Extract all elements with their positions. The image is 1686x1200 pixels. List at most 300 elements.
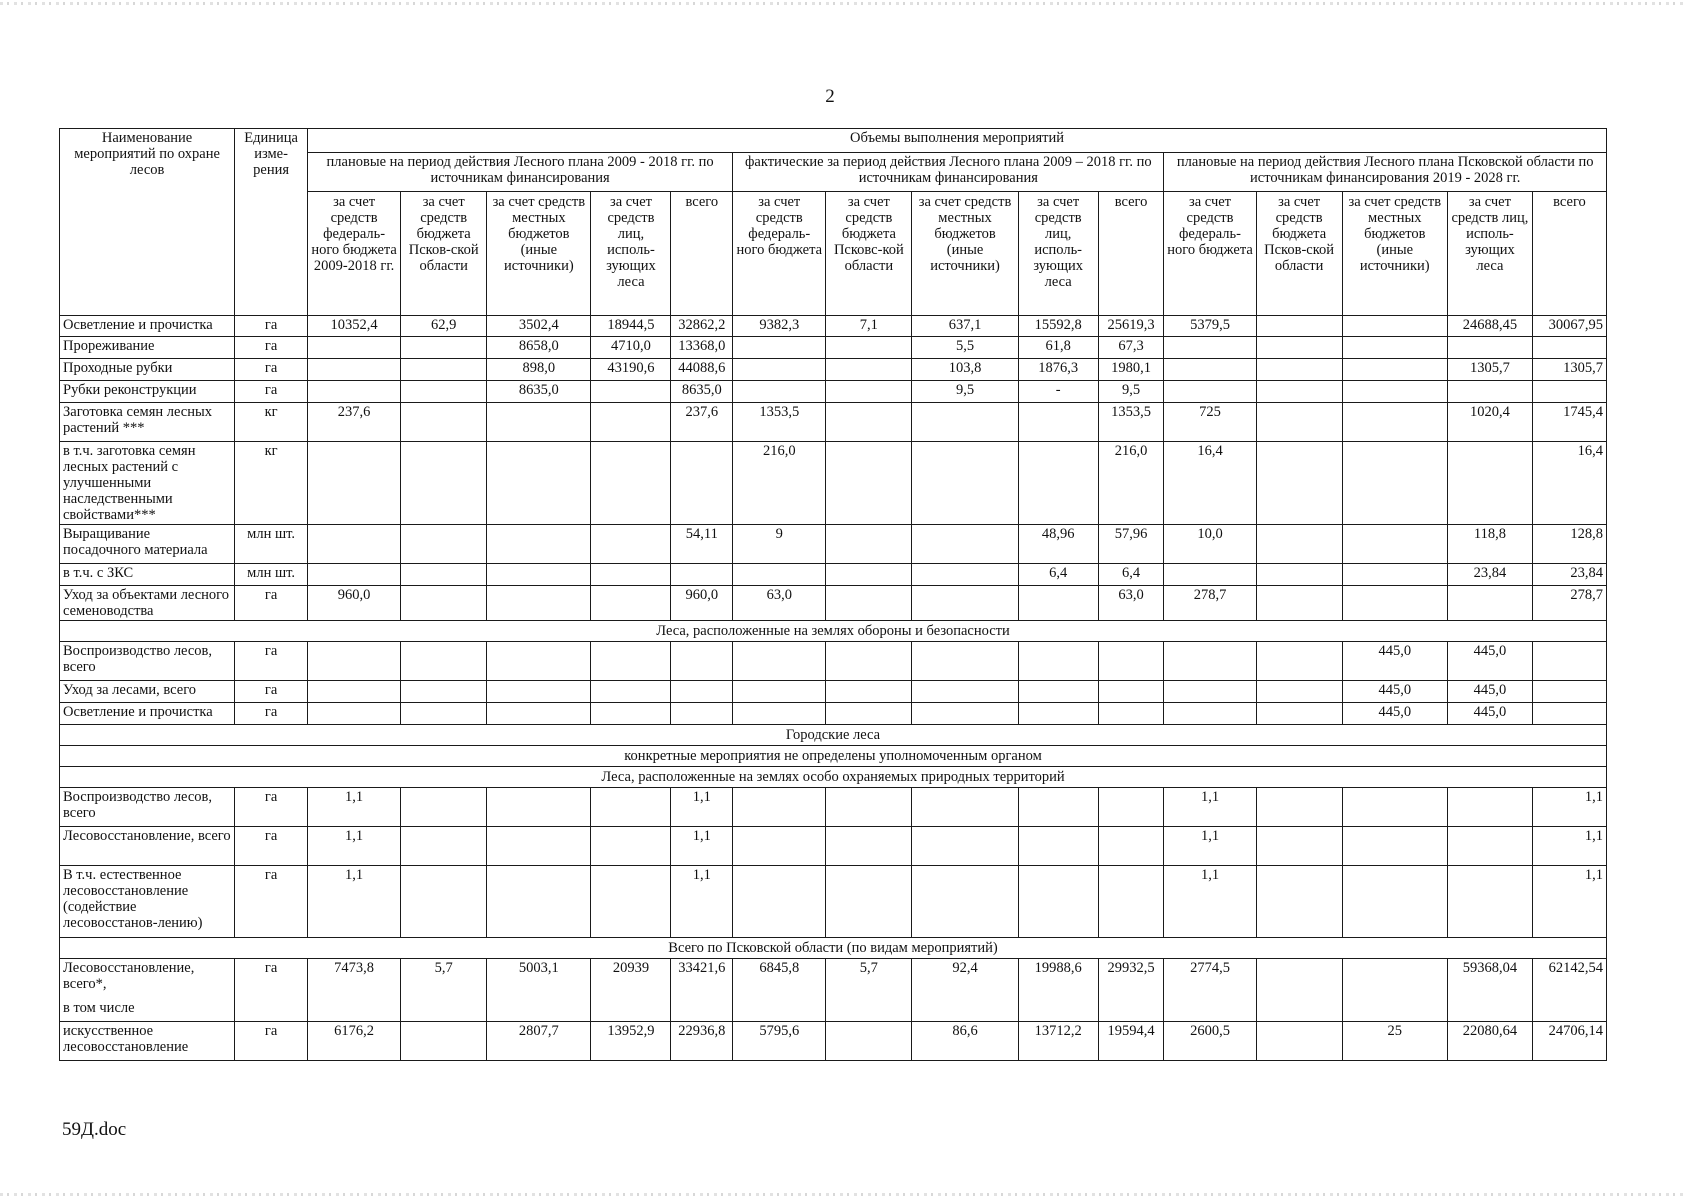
cell-value: 1,1 xyxy=(1164,866,1256,938)
cell-value xyxy=(591,703,671,725)
cell-value xyxy=(1164,337,1256,359)
cell-value: 9382,3 xyxy=(733,316,826,337)
cell-value: 6,4 xyxy=(1098,564,1164,586)
row-unit: га xyxy=(235,681,308,703)
cell-value: 48,96 xyxy=(1018,525,1098,564)
cell-value: 92,4 xyxy=(912,959,1018,1022)
header-subcol-1-5: всего xyxy=(671,192,733,316)
cell-value: 1353,5 xyxy=(733,403,826,442)
section-urban-forests: Городские леса xyxy=(60,725,1607,746)
cell-value xyxy=(1256,316,1342,337)
row-name-text: Заготовка семян лесных растений *** xyxy=(63,404,212,436)
cell-value: 9,5 xyxy=(912,381,1018,403)
row-unit: га xyxy=(235,866,308,938)
row-name-text: Проходные рубки xyxy=(63,360,173,376)
row-unit: га xyxy=(235,337,308,359)
cell-value: 43190,6 xyxy=(591,359,671,381)
table-row xyxy=(60,788,1607,827)
cell-value xyxy=(1256,866,1342,938)
cell-value: 237,6 xyxy=(671,403,733,442)
cell-value xyxy=(826,827,912,866)
section-urban-note-row xyxy=(60,746,1607,767)
cell-value xyxy=(591,681,671,703)
cell-value xyxy=(826,525,912,564)
cell-value xyxy=(308,642,401,681)
table-row xyxy=(60,316,1607,337)
cell-value xyxy=(1532,703,1606,725)
row-name xyxy=(60,442,235,525)
cell-value: 86,6 xyxy=(912,1022,1018,1061)
cell-value: 5,7 xyxy=(401,959,487,1022)
cell-value xyxy=(912,681,1018,703)
cell-value xyxy=(1164,681,1256,703)
cell-value xyxy=(1447,586,1532,621)
cell-value xyxy=(1098,642,1164,681)
cell-value: 118,8 xyxy=(1447,525,1532,564)
header-subcol-3-2: за счет средств бюджета Псков-ской области xyxy=(1256,192,1342,316)
cell-value: 1745,4 xyxy=(1532,403,1606,442)
cell-value: 5,7 xyxy=(826,959,912,1022)
row-name-text: Рубки реконструкции xyxy=(63,382,197,398)
cell-value xyxy=(1164,642,1256,681)
cell-value: 25 xyxy=(1342,1022,1447,1061)
cell-value xyxy=(1342,564,1447,586)
cell-value xyxy=(1018,586,1098,621)
row-name xyxy=(60,381,235,403)
cell-value: 19988,6 xyxy=(1018,959,1098,1022)
row-name xyxy=(60,337,235,359)
cell-value xyxy=(733,866,826,938)
cell-value xyxy=(733,359,826,381)
cell-value xyxy=(487,703,591,725)
cell-value: 216,0 xyxy=(1098,442,1164,525)
table-header xyxy=(60,129,1607,316)
cell-value xyxy=(487,586,591,621)
cell-value: 25619,3 xyxy=(1098,316,1164,337)
cell-value xyxy=(826,403,912,442)
row-name xyxy=(60,959,235,1022)
cell-value: 1,1 xyxy=(1532,788,1606,827)
cell-value xyxy=(1256,703,1342,725)
cell-value xyxy=(401,866,487,938)
table-row xyxy=(60,959,1607,1022)
cell-value xyxy=(308,442,401,525)
cell-value xyxy=(733,381,826,403)
cell-value xyxy=(1532,381,1606,403)
cell-value xyxy=(671,442,733,525)
section-region-total: Всего по Псковской области (по видам мероприятий) xyxy=(60,938,1607,959)
cell-value xyxy=(1018,403,1098,442)
cell-value: 67,3 xyxy=(1098,337,1164,359)
cell-value xyxy=(401,703,487,725)
cell-value: 8635,0 xyxy=(487,381,591,403)
row-name xyxy=(60,642,235,681)
cell-value xyxy=(1447,788,1532,827)
row-name-text: Лесовосстановление, всего xyxy=(63,828,231,844)
cell-value: 1,1 xyxy=(1164,788,1256,827)
cell-value: 9,5 xyxy=(1098,381,1164,403)
section-region-total-row xyxy=(60,938,1607,959)
cell-value xyxy=(401,681,487,703)
section-defense-lands-row xyxy=(60,621,1607,642)
table-body xyxy=(60,316,1607,1061)
cell-value xyxy=(826,359,912,381)
cell-value xyxy=(1342,337,1447,359)
cell-value xyxy=(308,337,401,359)
table-row xyxy=(60,681,1607,703)
cell-value: 20939 xyxy=(591,959,671,1022)
cell-value xyxy=(1447,337,1532,359)
cell-value: 23,84 xyxy=(1447,564,1532,586)
row-name xyxy=(60,586,235,621)
cell-value: 1305,7 xyxy=(1447,359,1532,381)
cell-value: 23,84 xyxy=(1532,564,1606,586)
cell-value xyxy=(912,525,1018,564)
cell-value: 1,1 xyxy=(1532,866,1606,938)
header-subcol-1-3: за счет средств местных бюджетов (иные источники) xyxy=(487,192,591,316)
cell-value: 9 xyxy=(733,525,826,564)
header-unit-col: Единица изме-рения xyxy=(235,129,308,316)
header-group-planned-2009: плановые на период действия Лесного плана 2009 - 2018 гг. по источникам финансирования xyxy=(308,153,733,192)
document-filename: 59Д.doc xyxy=(62,1119,127,1140)
row-name xyxy=(60,1022,235,1061)
cell-value xyxy=(308,681,401,703)
row-unit: га xyxy=(235,959,308,1022)
cell-value: 22936,8 xyxy=(671,1022,733,1061)
cell-value xyxy=(1164,564,1256,586)
header-name-col: Наименование мероприятий по охране лесов xyxy=(60,129,235,316)
cell-value: 103,8 xyxy=(912,359,1018,381)
cell-value xyxy=(401,525,487,564)
cell-value xyxy=(1256,1022,1342,1061)
table-row xyxy=(60,403,1607,442)
cell-value xyxy=(591,442,671,525)
row-name xyxy=(60,681,235,703)
cell-value xyxy=(733,642,826,681)
cell-value xyxy=(826,381,912,403)
row-name xyxy=(60,703,235,725)
table-row xyxy=(60,703,1607,725)
cell-value xyxy=(1447,442,1532,525)
cell-value xyxy=(733,564,826,586)
cell-value xyxy=(912,564,1018,586)
cell-value: 13952,9 xyxy=(591,1022,671,1061)
cell-value xyxy=(1018,642,1098,681)
cell-value: 445,0 xyxy=(1447,703,1532,725)
cell-value: 2807,7 xyxy=(487,1022,591,1061)
cell-value: 1,1 xyxy=(671,827,733,866)
cell-value xyxy=(912,827,1018,866)
row-name xyxy=(60,564,235,586)
cell-value xyxy=(671,564,733,586)
table-row xyxy=(60,442,1607,525)
cell-value xyxy=(671,681,733,703)
header-subcol-2-1: за счет средств федераль-ного бюджета xyxy=(733,192,826,316)
row-name-text: в т.ч. заготовка семян лесных растений с улучшенными наследственными свойствами*** xyxy=(63,443,196,523)
row-unit: га xyxy=(235,1022,308,1061)
section-urban-forests-row xyxy=(60,725,1607,746)
cell-value: 8635,0 xyxy=(671,381,733,403)
cell-value xyxy=(487,564,591,586)
cell-value xyxy=(591,788,671,827)
row-name xyxy=(60,359,235,381)
scan-edge-bottom xyxy=(0,1193,1686,1196)
cell-value: 2774,5 xyxy=(1164,959,1256,1022)
cell-value: 13368,0 xyxy=(671,337,733,359)
cell-value xyxy=(1342,827,1447,866)
cell-value xyxy=(733,788,826,827)
cell-value xyxy=(1256,959,1342,1022)
row-unit: кг xyxy=(235,403,308,442)
cell-value xyxy=(1256,442,1342,525)
cell-value: 63,0 xyxy=(1098,586,1164,621)
cell-value: 1,1 xyxy=(308,788,401,827)
header-subcol-3-5: всего xyxy=(1532,192,1606,316)
cell-value: 216,0 xyxy=(733,442,826,525)
cell-value: 54,11 xyxy=(671,525,733,564)
table-row xyxy=(60,381,1607,403)
cell-value: 5379,5 xyxy=(1164,316,1256,337)
cell-value: 29932,5 xyxy=(1098,959,1164,1022)
cell-value: 128,8 xyxy=(1532,525,1606,564)
cell-value xyxy=(1018,442,1098,525)
cell-value xyxy=(1018,703,1098,725)
cell-value: 61,8 xyxy=(1018,337,1098,359)
cell-value: 8658,0 xyxy=(487,337,591,359)
cell-value xyxy=(1342,586,1447,621)
table-row xyxy=(60,337,1607,359)
cell-value xyxy=(401,586,487,621)
cell-value xyxy=(912,642,1018,681)
cell-value xyxy=(912,703,1018,725)
cell-value xyxy=(591,642,671,681)
cell-value xyxy=(1532,681,1606,703)
cell-value xyxy=(1098,827,1164,866)
cell-value xyxy=(308,525,401,564)
cell-value xyxy=(826,564,912,586)
cell-value: 1353,5 xyxy=(1098,403,1164,442)
cell-value: 16,4 xyxy=(1532,442,1606,525)
cell-value: 1,1 xyxy=(308,827,401,866)
cell-value: 960,0 xyxy=(308,586,401,621)
cell-value xyxy=(1447,381,1532,403)
scan-edge-top xyxy=(0,2,1686,5)
row-name-text: В т.ч. естественное лесовосстановление (содействие лесовосстанов-лению) xyxy=(63,867,203,931)
cell-value xyxy=(487,788,591,827)
row-name-text: Уход за лесами, всего xyxy=(63,682,197,698)
cell-value xyxy=(308,564,401,586)
section-protected-areas-row xyxy=(60,767,1607,788)
cell-value: 13712,2 xyxy=(1018,1022,1098,1061)
cell-value xyxy=(1342,525,1447,564)
cell-value: 278,7 xyxy=(1164,586,1256,621)
cell-value: 2600,5 xyxy=(1164,1022,1256,1061)
row-name xyxy=(60,788,235,827)
table-row xyxy=(60,586,1607,621)
cell-value xyxy=(591,403,671,442)
cell-value: 33421,6 xyxy=(671,959,733,1022)
row-unit: га xyxy=(235,359,308,381)
cell-value xyxy=(591,827,671,866)
cell-value xyxy=(1256,381,1342,403)
cell-value xyxy=(401,1022,487,1061)
cell-value xyxy=(1256,681,1342,703)
row-name-continuation: в том числе xyxy=(63,1000,135,1016)
cell-value: 63,0 xyxy=(733,586,826,621)
cell-value: 445,0 xyxy=(1342,681,1447,703)
header-volumes: Объемы выполнения мероприятий xyxy=(308,129,1607,153)
cell-value xyxy=(1342,959,1447,1022)
cell-value xyxy=(1018,827,1098,866)
cell-value xyxy=(1342,403,1447,442)
cell-value: 10,0 xyxy=(1164,525,1256,564)
cell-value: 960,0 xyxy=(671,586,733,621)
header-subcol-3-4: за счет средств лиц, исполь-зующих леса xyxy=(1447,192,1532,316)
cell-value: 30067,95 xyxy=(1532,316,1606,337)
cell-value xyxy=(1256,359,1342,381)
cell-value: 6845,8 xyxy=(733,959,826,1022)
cell-value: 1,1 xyxy=(671,866,733,938)
cell-value xyxy=(1098,866,1164,938)
table-row xyxy=(60,1022,1607,1061)
cell-value xyxy=(826,642,912,681)
cell-value xyxy=(487,866,591,938)
row-name xyxy=(60,403,235,442)
cell-value: 59368,04 xyxy=(1447,959,1532,1022)
row-unit: га xyxy=(235,788,308,827)
page-number: 2 xyxy=(825,86,835,107)
cell-value xyxy=(1256,586,1342,621)
cell-value xyxy=(1532,642,1606,681)
cell-value xyxy=(912,586,1018,621)
cell-value: 10352,4 xyxy=(308,316,401,337)
row-name-text: Уход за объектами лесного семеноводства xyxy=(63,587,230,619)
cell-value xyxy=(733,703,826,725)
cell-value: 278,7 xyxy=(1532,586,1606,621)
header-group-actual-2009: фактические за период действия Лесного плана 2009 – 2018 гг. по источникам финансирования xyxy=(733,153,1164,192)
cell-value: 24706,14 xyxy=(1532,1022,1606,1061)
cell-value: 22080,64 xyxy=(1447,1022,1532,1061)
cell-value: 16,4 xyxy=(1164,442,1256,525)
cell-value xyxy=(826,1022,912,1061)
cell-value xyxy=(1342,866,1447,938)
cell-value: 725 xyxy=(1164,403,1256,442)
section-urban-note: конкретные мероприятия не определены уполномоченным органом xyxy=(60,746,1607,767)
cell-value xyxy=(591,586,671,621)
cell-value: 445,0 xyxy=(1342,703,1447,725)
row-unit: га xyxy=(235,381,308,403)
cell-value: 5795,6 xyxy=(733,1022,826,1061)
cell-value xyxy=(1532,337,1606,359)
cell-value: 57,96 xyxy=(1098,525,1164,564)
cell-value: 7,1 xyxy=(826,316,912,337)
cell-value xyxy=(912,403,1018,442)
cell-value: 62142,54 xyxy=(1532,959,1606,1022)
row-unit: млн шт. xyxy=(235,525,308,564)
header-subcol-3-1: за счет средств федераль-ного бюджета xyxy=(1164,192,1256,316)
cell-value xyxy=(1342,442,1447,525)
cell-value xyxy=(1018,866,1098,938)
cell-value xyxy=(826,866,912,938)
cell-value xyxy=(591,381,671,403)
cell-value: 1,1 xyxy=(1164,827,1256,866)
cell-value: 24688,45 xyxy=(1447,316,1532,337)
cell-value xyxy=(1164,703,1256,725)
cell-value xyxy=(487,442,591,525)
cell-value xyxy=(401,827,487,866)
cell-value xyxy=(1098,788,1164,827)
table-row xyxy=(60,525,1607,564)
cell-value xyxy=(671,703,733,725)
row-unit: га xyxy=(235,642,308,681)
cell-value xyxy=(1342,316,1447,337)
cell-value xyxy=(1256,827,1342,866)
cell-value: 7473,8 xyxy=(308,959,401,1022)
cell-value: 1305,7 xyxy=(1532,359,1606,381)
cell-value: 1020,4 xyxy=(1447,403,1532,442)
row-name-text: Выращивание посадочного материала xyxy=(63,526,208,558)
row-name xyxy=(60,827,235,866)
cell-value: 4710,0 xyxy=(591,337,671,359)
header-subcol-3-3: за счет средств местных бюджетов (иные источники) xyxy=(1342,192,1447,316)
cell-value xyxy=(912,866,1018,938)
cell-value xyxy=(733,681,826,703)
cell-value xyxy=(733,337,826,359)
row-unit: кг xyxy=(235,442,308,525)
cell-value xyxy=(401,403,487,442)
row-name xyxy=(60,525,235,564)
section-defense-lands: Леса, расположенные на землях обороны и безопасности xyxy=(60,621,1607,642)
cell-value xyxy=(487,827,591,866)
cell-value xyxy=(591,564,671,586)
cell-value: 6176,2 xyxy=(308,1022,401,1061)
cell-value xyxy=(401,337,487,359)
cell-value xyxy=(826,442,912,525)
row-unit: млн шт. xyxy=(235,564,308,586)
cell-value xyxy=(308,359,401,381)
cell-value xyxy=(826,681,912,703)
cell-value: 1,1 xyxy=(671,788,733,827)
cell-value xyxy=(308,381,401,403)
cell-value xyxy=(1256,403,1342,442)
header-subcol-1-4: за счет средств лиц, исполь-зующих леса xyxy=(591,192,671,316)
table-row xyxy=(60,359,1607,381)
forest-measures-table xyxy=(59,128,1607,1061)
cell-value: 5,5 xyxy=(912,337,1018,359)
cell-value: 445,0 xyxy=(1447,642,1532,681)
cell-value: 1876,3 xyxy=(1018,359,1098,381)
row-name xyxy=(60,316,235,337)
header-subcol-1-2: за счет средств бюджета Псков-ской области xyxy=(401,192,487,316)
cell-value xyxy=(1256,564,1342,586)
row-name-text: Воспроизводство лесов, всего xyxy=(63,643,213,675)
cell-value xyxy=(1342,788,1447,827)
cell-value: 445,0 xyxy=(1342,642,1447,681)
cell-value xyxy=(401,381,487,403)
cell-value: 637,1 xyxy=(912,316,1018,337)
cell-value xyxy=(1342,359,1447,381)
cell-value: 1980,1 xyxy=(1098,359,1164,381)
cell-value: 15592,8 xyxy=(1018,316,1098,337)
header-subcol-2-5: всего xyxy=(1098,192,1164,316)
row-unit: га xyxy=(235,316,308,337)
cell-value xyxy=(1164,359,1256,381)
cell-value xyxy=(1098,681,1164,703)
row-name-text: Воспроизводство лесов, всего xyxy=(63,789,213,821)
cell-value xyxy=(671,642,733,681)
cell-value: 32862,2 xyxy=(671,316,733,337)
cell-value: 3502,4 xyxy=(487,316,591,337)
